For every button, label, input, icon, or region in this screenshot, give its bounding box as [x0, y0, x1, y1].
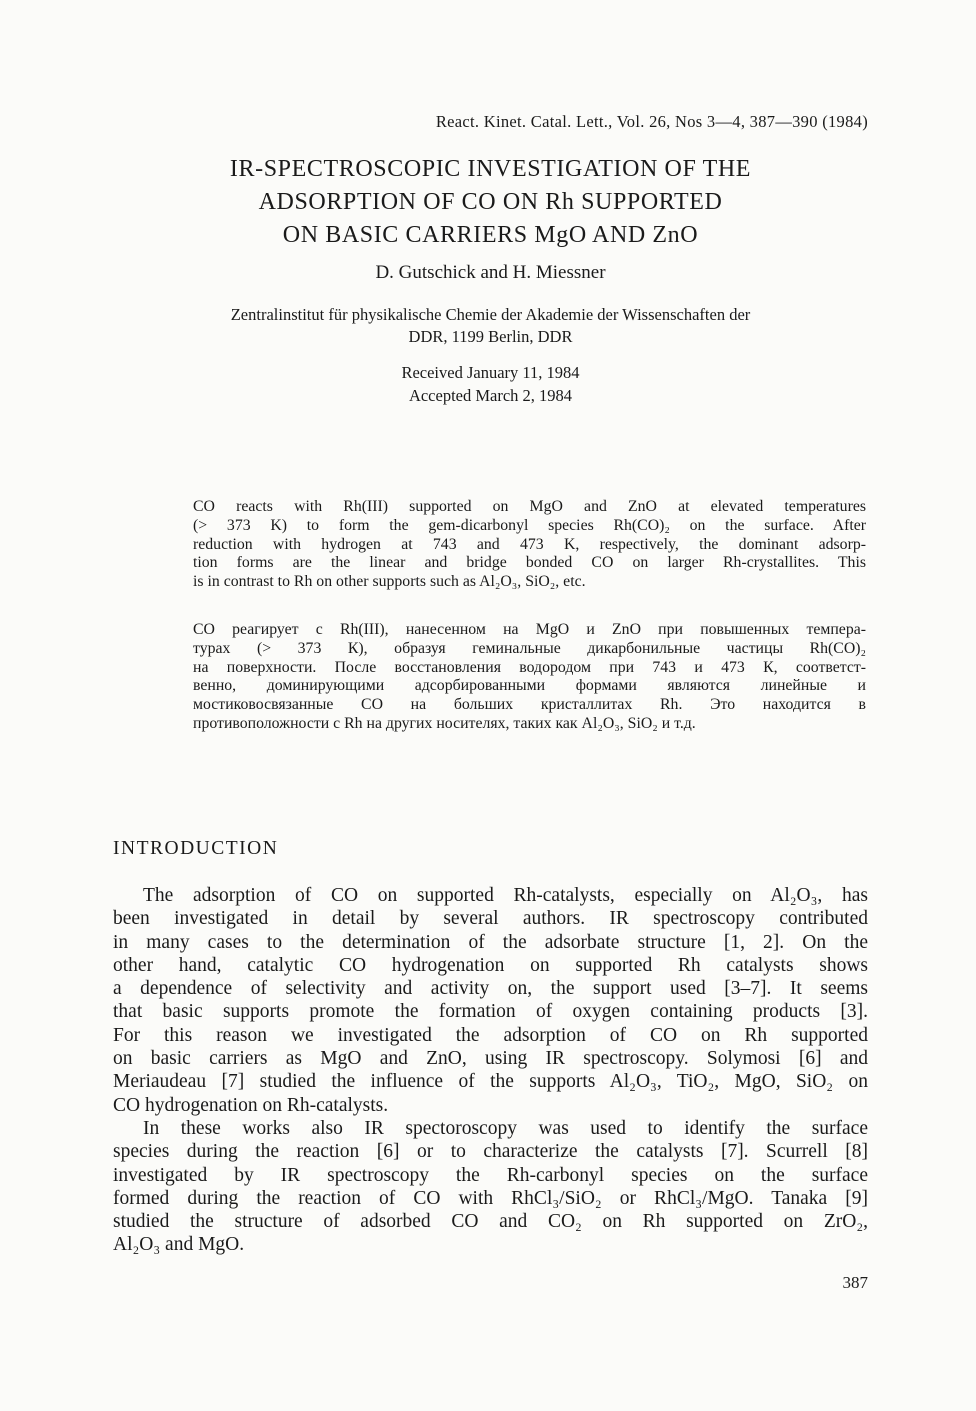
text-line: a dependence of selectivity and activity on, the support used [3–7]. It seems	[113, 978, 868, 1000]
text-line: is in contrast to Rh on other supports such as Al₂O₃, SiO₂, etc.	[193, 573, 586, 591]
text-line: CO hydrogenation on Rh-catalysts.	[113, 1094, 389, 1116]
journal-reference: React. Kinet. Catal. Lett., Vol. 26, Nos 3—4, 387—390 (1984)	[435, 112, 868, 131]
text-line: The adsorption of CO on supported Rh-catalysts, especially on Al₂O₃, has	[143, 885, 868, 906]
text-line: Zentralinstitut für physikalische Chemie der Akademie der Wissenschaften der	[230, 305, 751, 324]
text-line: ON BASIC CARRIERS MgO AND ZnO	[282, 222, 699, 248]
text-line: Meriaudeau [7] studied the influence of the supports Al₂O₃, TiO₂, MgO, SiO₂ on	[113, 1071, 868, 1093]
text-line: CO reacts with Rh(III) supported on MgO and ZnO at elevated temperatures	[193, 498, 866, 515]
text-line: турах (> 373 К), образуя геминальные дикарбонильные частицы Rh(CO)₂	[193, 639, 866, 657]
text-line: DDR, 1199 Berlin, DDR	[408, 327, 573, 346]
text-line: that basic supports promote the formation of oxygen containing products [3].	[113, 1001, 868, 1023]
text-line: species during the reaction [6] or to characterize the catalysts [7]. Scurrell [8]	[113, 1141, 868, 1163]
section-heading-introduction: INTRODUCTION	[113, 838, 279, 859]
authors: D. Gutschick and H. Miessner	[375, 262, 606, 283]
accepted-date: Accepted March 2, 1984	[408, 385, 573, 405]
paper-title	[83, 153, 898, 252]
text-line: on basic carriers as MgO and ZnO, using IR spectroscopy. Solymosi [6] and	[113, 1048, 868, 1070]
text-line: in many cases to the determination of the adsorbate structure [1, 2]. On the	[113, 931, 868, 953]
text-line: investigated by IR spectroscopy the Rh-carbonyl species on the surface	[113, 1164, 868, 1186]
text-line: мостиковосвязанные CO на больших кристаллитах Rh. Это находится в	[193, 696, 866, 714]
text-line: been investigated in detail by several authors. IR spectroscopy contributed	[113, 908, 868, 930]
text-line: In these works also IR spectoroscopy was used to identify the surface	[143, 1118, 868, 1139]
text-line: (> 373 K) to form the gem-dicarbonyl species Rh(CO)₂ on the surface. After	[193, 516, 866, 534]
text-line: For this reason we investigated the adsorption of CO on Rh supported	[113, 1024, 868, 1046]
text-line: reduction with hydrogen at 743 and 473 K, respectively, the dominant adsorp-	[193, 535, 866, 553]
text-line: other hand, catalytic CO hydrogenation on supported Rh catalysts shows	[113, 954, 868, 976]
text-line: Al₂O₃ and MgO.	[113, 1234, 245, 1256]
text-line: на поверхности. После восстановления водородом при 743 и 473 К, соответст-	[193, 658, 866, 676]
introduction-paragraph-2	[113, 1117, 868, 1257]
affiliation	[83, 304, 898, 348]
received-date: Received January 11, 1984	[401, 363, 580, 382]
abstract-russian	[193, 621, 866, 734]
text-line: венно, доминирующими адсорбированными формами являются линейные и	[193, 677, 866, 695]
page-number: 387	[842, 1273, 868, 1292]
manuscript-dates	[113, 362, 868, 407]
abstract-english	[193, 498, 866, 592]
text-line: противоположности с Rh на других носителях, таких как Al₂O₃, SiO₂ и т.д.	[193, 714, 696, 732]
text-line: IR-SPECTROSCOPIC INVESTIGATION OF THE	[229, 156, 752, 182]
text-line: ADSORPTION OF CO ON Rh SUPPORTED	[258, 189, 723, 215]
text-line: CO реагирует с Rh(III), нанесенном на MgO и ZnO при повышенных темпера-	[193, 621, 866, 638]
text-line: formed during the reaction of CO with RhCl₃/SiO₂ or RhCl₃/MgO. Tanaka [9]	[113, 1187, 868, 1209]
text-line: tion forms are the linear and bridge bonded CO on larger Rh-crystallites. This	[193, 554, 866, 572]
text-line: studied the structure of adsorbed CO and CO₂ on Rh supported on ZrO₂,	[113, 1211, 868, 1233]
introduction-paragraph-1	[113, 884, 868, 1117]
